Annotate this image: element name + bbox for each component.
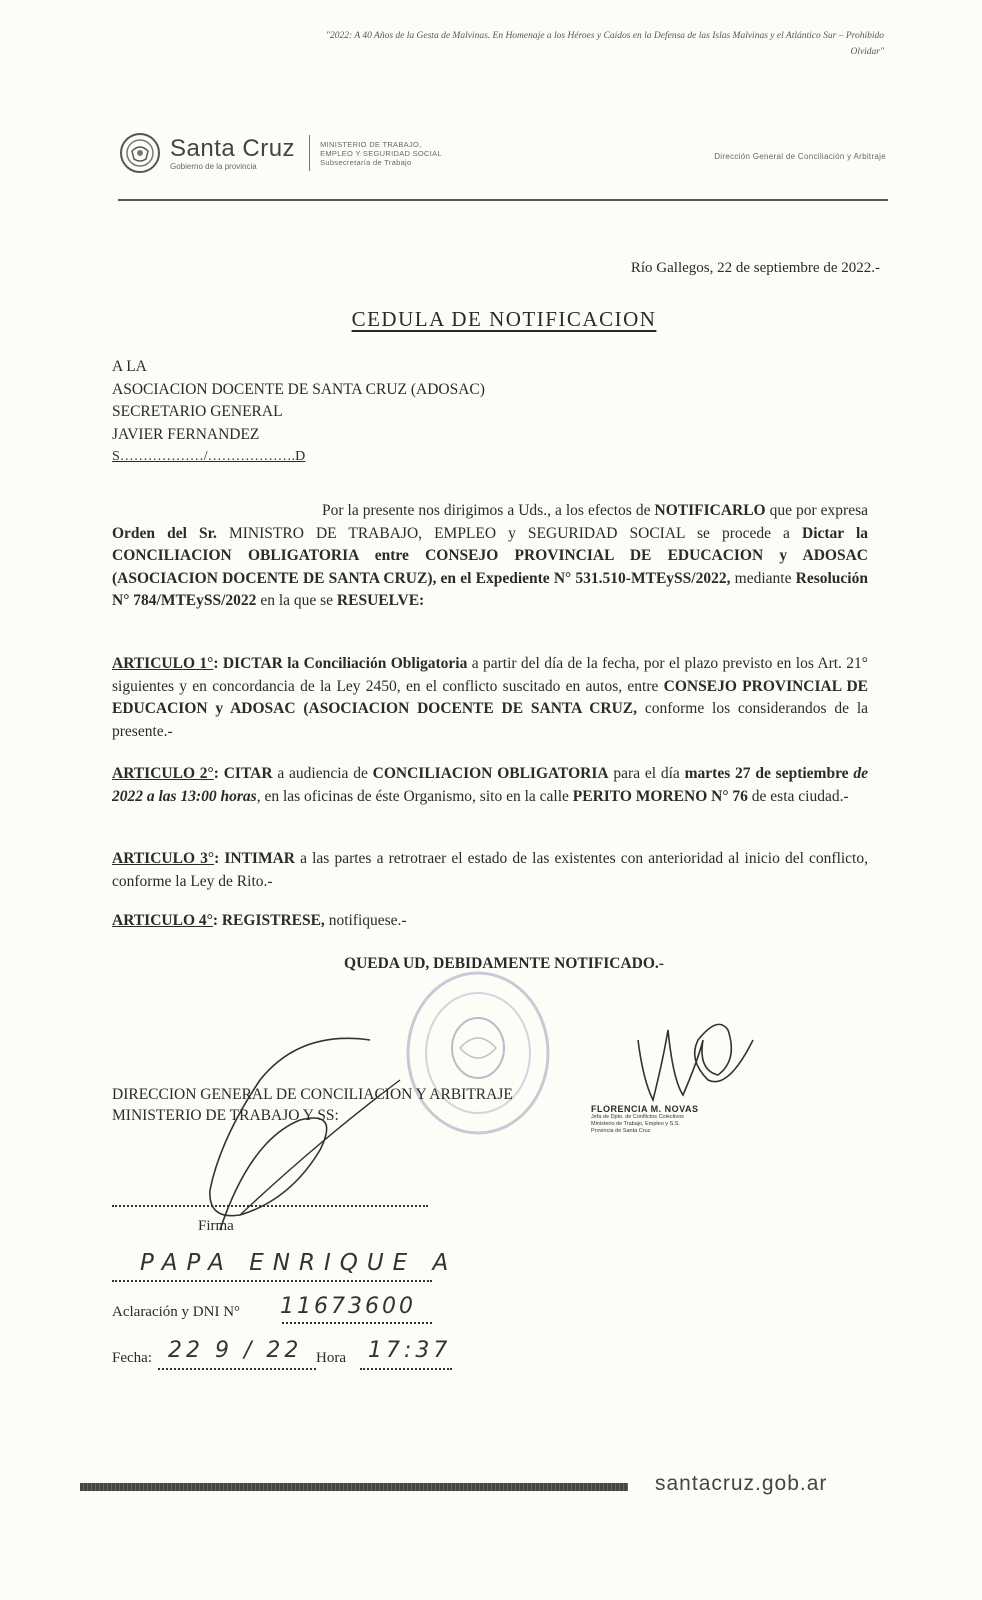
text: notifiquese.-: [324, 912, 407, 929]
handwritten-name: PAPA ENRIQUE A: [140, 1250, 458, 1276]
article-label: ARTICULO 1°: [112, 655, 214, 672]
header-logo: [118, 128, 442, 178]
brand: [170, 136, 295, 171]
text: de esta ciudad.-: [747, 787, 849, 805]
recipient-line: S………………/……………….D: [112, 449, 306, 464]
text-bold: Dictar la CONCILIACION OBLIGATORIA entre CONSEJO PROVINCIAL DE EDUCACION y ADOSAC (ASOCIACION DOCENTE DE SANTA CRUZ), en el Expediente N° 531.510-MTEySS/2022,: [112, 524, 868, 587]
text: , en las oficinas de éste Organismo, sito en la calle: [256, 787, 573, 805]
document-title-text: CEDULA DE NOTIFICACION: [351, 307, 657, 331]
dni-line: [282, 1322, 432, 1324]
brand-sub: Gobierno de la provincia: [170, 161, 257, 171]
signature-official: [180, 1020, 450, 1240]
handwritten-fecha: 22 9 / 22: [168, 1338, 303, 1363]
article-3: [112, 848, 868, 893]
text: para el día: [608, 765, 685, 782]
intro-paragraph: [112, 500, 868, 613]
text-bold: CONCILIACION OBLIGATORIA: [372, 765, 609, 782]
recipient-line: A LA: [112, 358, 147, 375]
text-bold: : DICTAR la Conciliación Obligatoria: [213, 655, 468, 672]
header-motto: "2022: A 40 Años de la Gesta de Malvinas. En Homenaje a los Héroes y Caídos en la Defensa de las Islas Malvinas y el Atlántico Sur – Prohibido Olvidar": [325, 31, 884, 57]
text: conforme los considerandos de la presente.-: [112, 700, 869, 740]
article-2: [112, 763, 868, 808]
text-bold: Resolución N° 784/MTEySS/2022: [112, 569, 868, 609]
text-bold: PERITO MORENO N° 76: [572, 787, 748, 805]
hora-label: Hora: [316, 1350, 346, 1366]
recipient-line: ASOCIACION DOCENTE DE SANTA CRUZ (ADOSAC): [112, 380, 485, 398]
text-bold-italic: de 2022 a las 13:00 horas: [112, 765, 869, 805]
signer-role: Jefa de Dpto. de Conflictos Colectivos: [591, 1114, 684, 1120]
article-label: ARTICULO 3°: [112, 850, 215, 867]
footer-url: santacruz.gob.ar: [655, 1472, 828, 1495]
text: a las partes a retrotraer el estado de las existentes con anterioridad al inicio del conflicto, conforme la Ley de Rito.-: [112, 850, 868, 890]
fecha-label: Fecha:: [112, 1350, 152, 1366]
name-line: [112, 1280, 432, 1282]
header-direccion: Dirección General de Conciliación y Arbitraje: [714, 152, 886, 161]
signature-line: [112, 1205, 428, 1207]
text-bold: Orden del Sr.: [112, 524, 217, 542]
text: Por la presente nos dirigimos a Uds., a los efectos de: [322, 502, 655, 519]
signer-role: Ministerio de Trabajo, Empleo y S.S.: [591, 1121, 680, 1127]
text-bold: : INTIMAR: [214, 850, 295, 867]
fecha-line: [158, 1368, 316, 1370]
brand-name: Santa Cruz: [170, 134, 296, 162]
ministry-line: Subsecretaría de Trabajo: [320, 157, 412, 167]
signatory-line: DIRECCION GENERAL DE CONCILIACION Y ARBITRAJE: [112, 1086, 513, 1103]
header-rule: [118, 199, 888, 201]
recipient-line: JAVIER FERNANDEZ: [112, 425, 260, 443]
province-shield-icon: [118, 131, 162, 175]
recipient-line: SECRETARIO GENERAL: [112, 403, 283, 420]
text-bold: RESUELVE:: [336, 592, 425, 609]
article-1: [112, 653, 868, 743]
ministry-line: EMPLEO Y SEGURIDAD SOCIAL: [320, 148, 442, 158]
document-date: Río Gallegos, 22 de septiembre de 2022.-: [630, 260, 880, 276]
recipient-block: [112, 356, 485, 469]
handwritten-dni: 11673600: [280, 1294, 416, 1319]
text: se procede a: [684, 524, 802, 542]
text: a audiencia de: [272, 765, 373, 782]
article-label: ARTICULO 4°: [112, 912, 213, 929]
article-4: [112, 910, 868, 933]
text: en la que se: [256, 592, 337, 609]
text: a partir del día de la fecha, por el plazo previsto en los Art. 21° siguientes y en concordancia de la Ley 2450, en el conflicto suscitado en autos, entre: [112, 655, 868, 695]
text: que por expresa: [765, 502, 869, 519]
text: MINISTRO DE TRABAJO, EMPLEO y SEGURIDAD SOCIAL: [216, 524, 685, 542]
text: mediante: [730, 569, 796, 587]
signer-role: Provincia de Santa Cruz: [591, 1128, 651, 1134]
hora-line: [360, 1368, 452, 1370]
document-title: [0, 307, 982, 332]
firma-label: Firma: [198, 1218, 234, 1234]
signer-name: FLORENCIA M. NOVAS: [591, 1104, 699, 1114]
text-bold: : CITAR: [213, 765, 273, 782]
signatory-line: MINISTERIO DE TRABAJO Y SS:: [112, 1107, 339, 1124]
signature-novas: [628, 1000, 758, 1110]
header-divider: [309, 135, 310, 171]
text-bold: : REGISTRESE,: [212, 912, 325, 929]
ministry-block: [320, 140, 442, 167]
ministry-line: MINISTERIO DE TRABAJO,: [320, 139, 422, 149]
text-bold: NOTIFICARLO: [654, 502, 766, 519]
footer-bar: [80, 1483, 628, 1491]
closing-statement: QUEDA UD, DEBIDAMENTE NOTIFICADO.-: [344, 955, 664, 972]
text-bold: martes 27 de septiembre: [684, 765, 849, 782]
text-bold: CONSEJO PROVINCIAL DE EDUCACION y ADOSAC (ASOCIACION DOCENTE DE SANTA CRUZ,: [112, 677, 868, 717]
signer-stamp: [591, 1104, 771, 1135]
signatory-office: [112, 1084, 513, 1126]
article-label: ARTICULO 2°: [112, 765, 214, 782]
handwritten-hora: 17:37: [368, 1338, 452, 1363]
aclaracion-label: Aclaración y DNI N°: [112, 1304, 241, 1320]
